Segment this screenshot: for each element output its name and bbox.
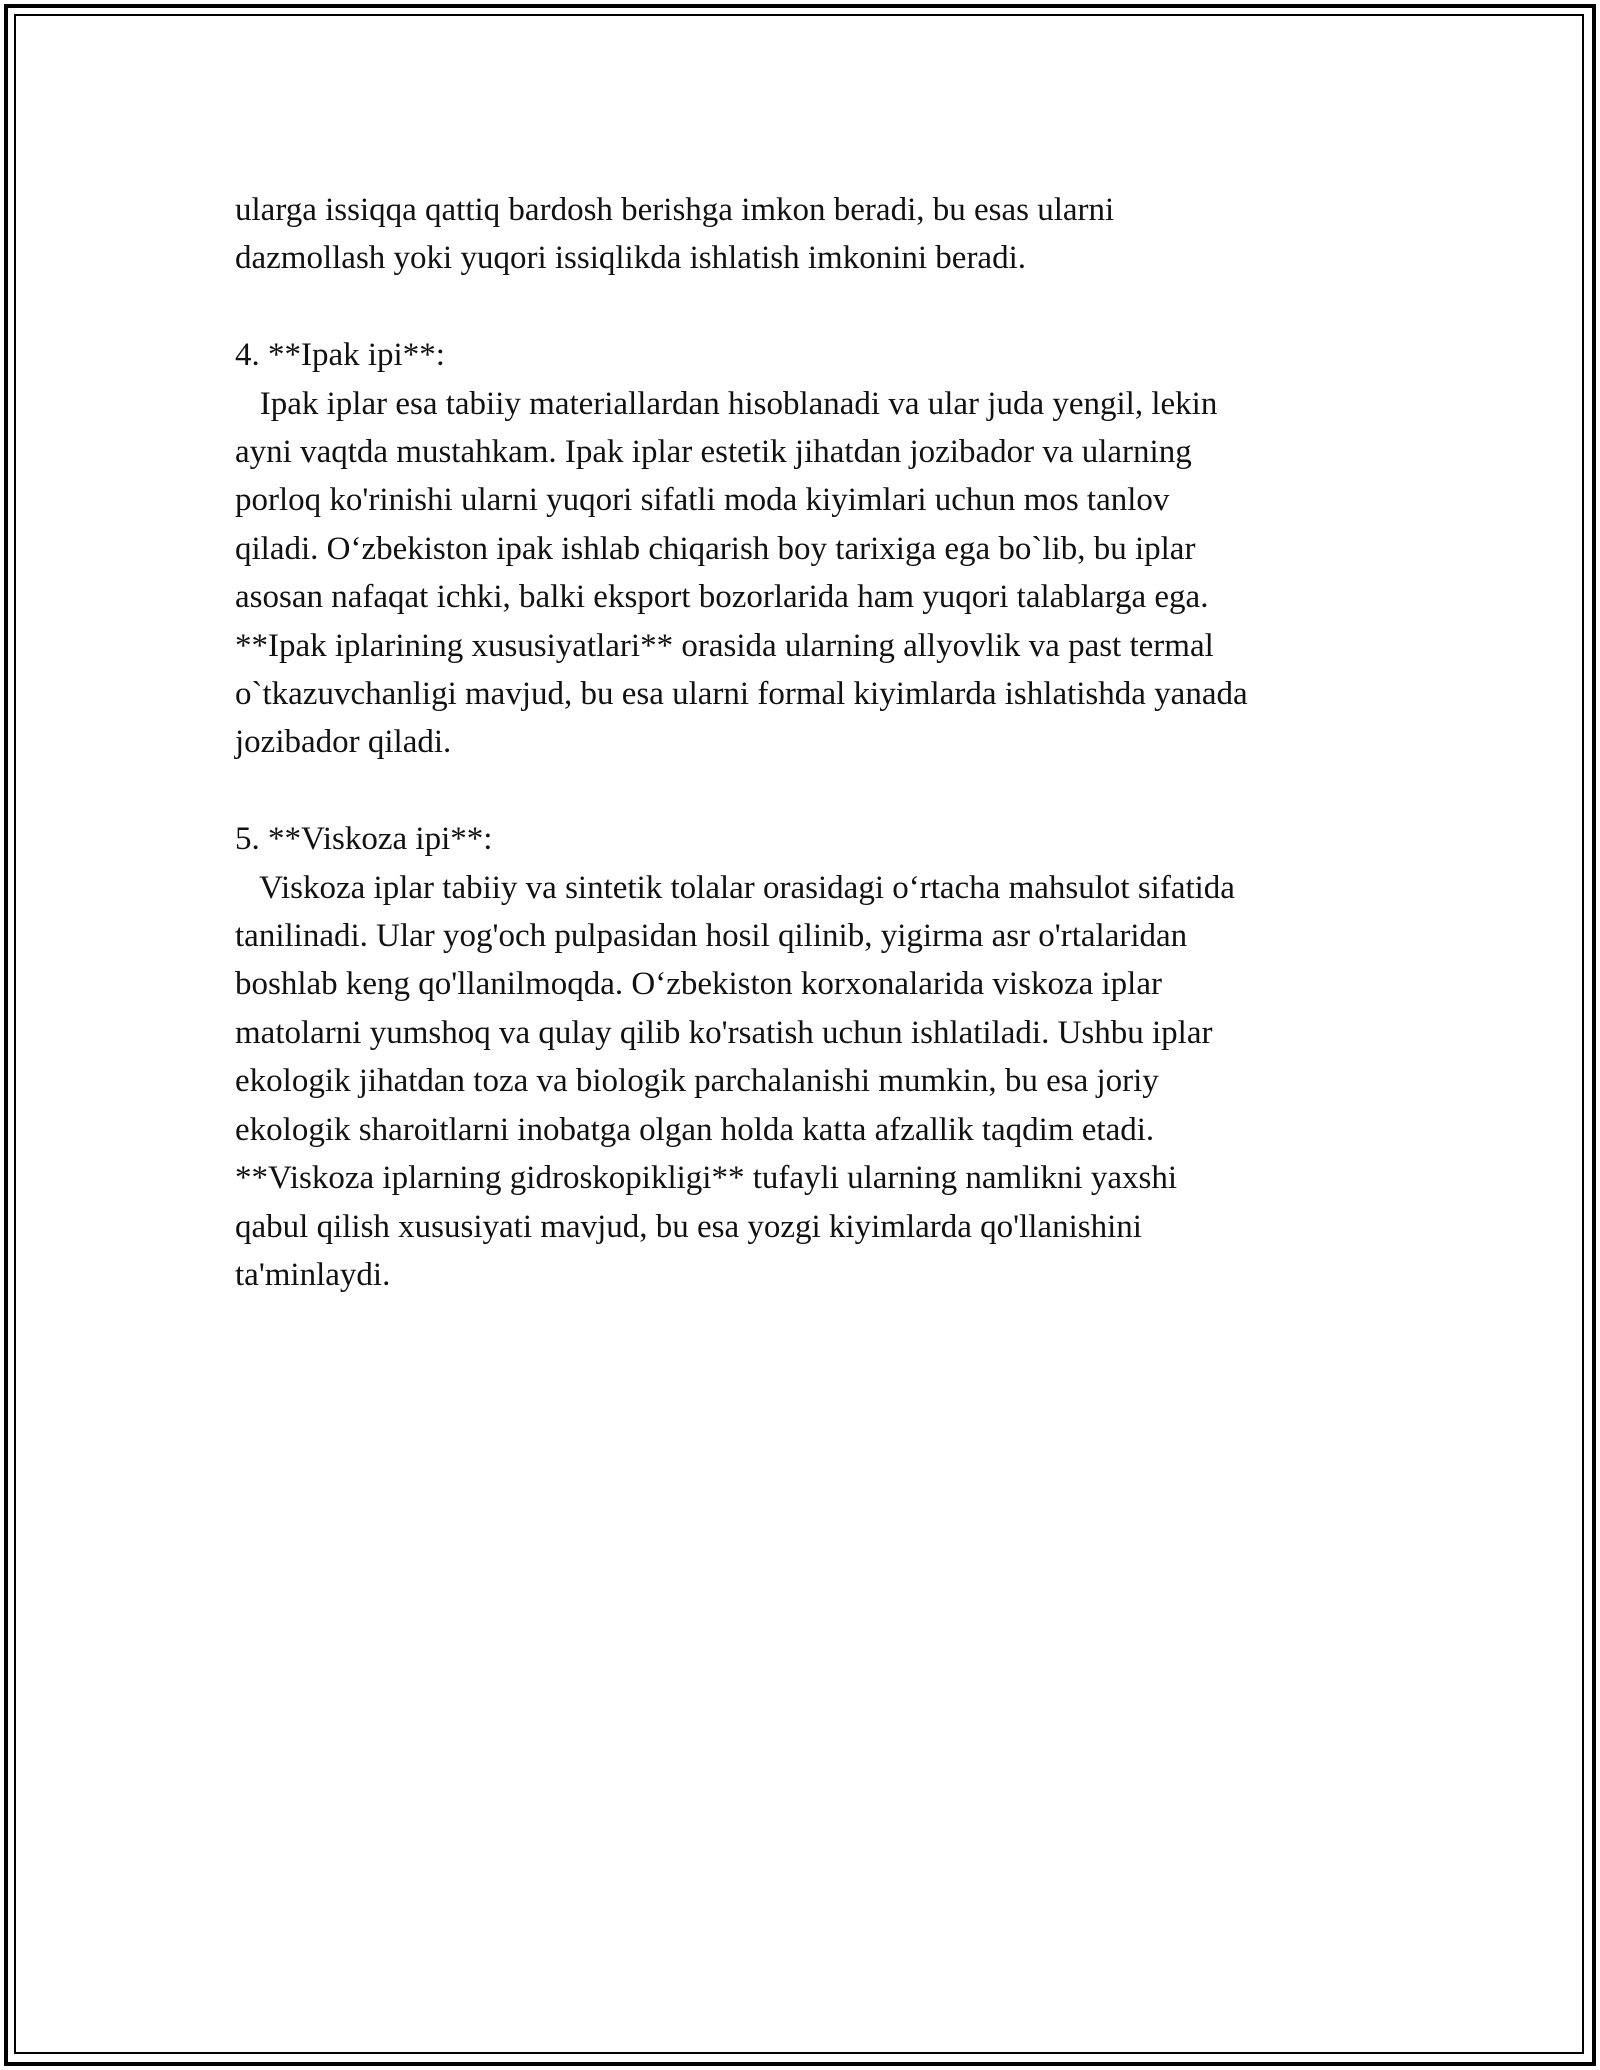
- text-line: **Viskoza iplarning gidroskopikligi** tufayli ularning namlikni yaxshi: [235, 1160, 1178, 1197]
- text-line: ekologik sharoitlarni inobatga olgan holda katta afzallik taqdim etadi.: [235, 1111, 1155, 1148]
- text-line: porloq ko'rinishi ularni yuqori sifatli moda kiyimlari uchun mos tanlov: [235, 482, 1170, 519]
- text-line: matolarni yumshoq va qulay qilib ko'rsatish uchun ishlatiladi. Ushbu iplar: [235, 1014, 1213, 1051]
- section-heading: 5. **Viskoza ipi**:: [235, 821, 493, 858]
- text-line: **Ipak iplarining xususiyatlari** orasida ularning allyovlik va past termal: [235, 627, 1214, 664]
- text-line: ekologik jihatdan toza va biologik parchalanishi mumkin, bu esa joriy: [235, 1063, 1159, 1100]
- text-line: Viskoza iplar tabiiy va sintetik tolalar orasidagi o‘rtacha mahsulot sifatida: [235, 869, 1235, 906]
- text-line: qiladi. O‘zbekiston ipak ishlab chiqarish boy tarixiga ega bo`lib, bu iplar: [235, 530, 1196, 567]
- text-line: o`tkazuvchanligi mavjud, bu esa ularni formal kiyimlarda ishlatishda yanada: [235, 676, 1248, 713]
- continuation-paragraph: [235, 186, 1395, 283]
- paragraph-gap: [235, 283, 1395, 331]
- text-line: dazmollash yoki yuqori issiqlikda ishlatish imkonini beradi.: [235, 240, 1027, 277]
- text-line: ayni vaqtda mustahkam. Ipak iplar estetik jihatdan jozibador va ularning: [235, 434, 1192, 471]
- text-line: jozibador qiladi.: [235, 724, 452, 761]
- section-ipak-ipi: [235, 331, 1395, 767]
- section-viskoza-ipi: [235, 815, 1395, 1299]
- text-line: tanilinadi. Ular yog'och pulpasidan hosil qilinib, yigirma asr o'rtalaridan: [235, 918, 1188, 955]
- text-line: ta'minlaydi.: [235, 1256, 391, 1293]
- text-line: boshlab keng qo'llanilmoqda. O‘zbekiston korxonalarida viskoza iplar: [235, 966, 1162, 1003]
- document-body: [235, 186, 1395, 1299]
- section-heading: 4. **Ipak ipi**:: [235, 337, 445, 374]
- text-line: asosan nafaqat ichki, balki eksport bozorlarida ham yuqori talablarga ega.: [235, 579, 1209, 616]
- text-line: ularga issiqqa qattiq bardosh berishga imkon beradi, bu esas ularni: [235, 192, 1115, 228]
- paragraph-gap: [235, 767, 1395, 815]
- text-line: qabul qilish xususiyati mavjud, bu esa yozgi kiyimlarda qo'llanishini: [235, 1208, 1142, 1245]
- text-line: Ipak iplar esa tabiiy materiallardan hisoblanadi va ular juda yengil, lekin: [235, 385, 1218, 422]
